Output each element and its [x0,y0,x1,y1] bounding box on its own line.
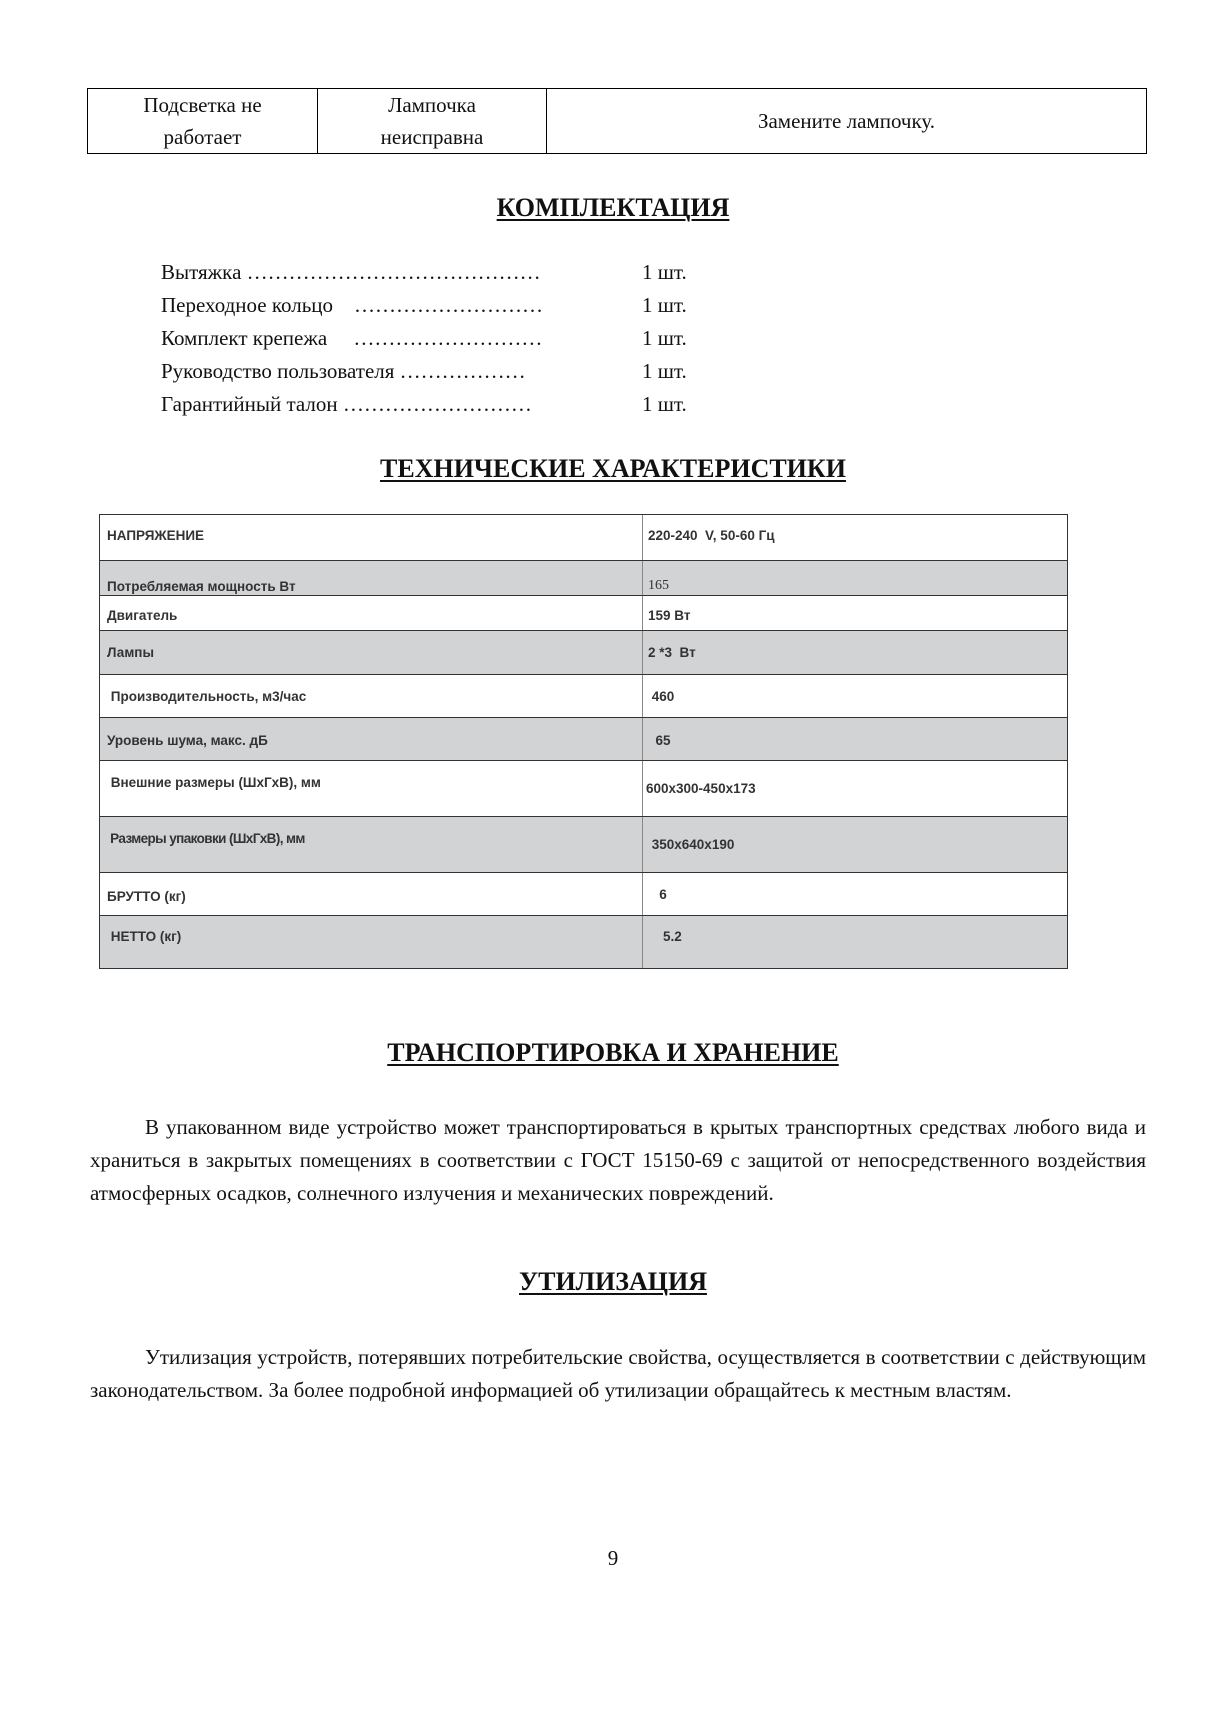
contents-heading [0,193,1226,223]
spec-value-cell [643,561,1067,595]
spec-value: 159 Вт [648,607,691,623]
list-item [161,388,721,421]
table-row [100,595,1067,630]
spec-value: 460 [648,688,675,704]
specs-heading [0,454,1226,484]
item-qty: 1 шт. [642,260,687,284]
spec-label-cell [100,718,643,760]
spec-value-cell [643,916,1067,968]
spec-value: 165 [648,578,669,593]
spec-label: Производительность, м3/час [107,688,307,704]
cause-cell [318,89,547,153]
table-row [100,674,1067,717]
spec-label-cell [100,561,643,595]
spec-label: БРУТТО (кг) [107,888,186,904]
transport-heading [0,1038,1226,1068]
spec-label: Уровень шума, макс. дБ [107,733,268,748]
spec-value-cell [643,631,1067,674]
list-item [161,289,721,322]
spec-label-cell [100,515,643,560]
troubleshooting-table [87,88,1147,154]
spec-value-cell [643,515,1067,560]
spec-label-cell [100,675,643,717]
table-row [100,816,1067,872]
spec-label: Лампы [107,645,154,660]
spec-value-cell [643,817,1067,872]
spec-label-cell [100,631,643,674]
spec-value-cell [643,761,1067,816]
item-qty: 1 шт. [642,293,687,317]
spec-value: 220-240 V, 50-60 Гц [648,528,775,543]
item-qty: 1 шт. [642,392,687,416]
spec-value-cell [643,718,1067,760]
spec-value: 6 [648,886,667,902]
page-number: 9 [607,1546,619,1570]
transport-heading-text: ТРАНСПОРТИРОВКА И ХРАНЕНИЕ [387,1038,839,1067]
spec-value: 5.2 [648,929,682,944]
specs-table [99,514,1068,969]
list-item [161,355,721,388]
problem-cell [88,89,318,153]
spec-label-cell [100,596,643,630]
spec-label-cell [100,761,643,816]
spec-value-cell [643,596,1067,630]
table-row [100,515,1067,560]
spec-value-cell [643,675,1067,717]
spec-label-cell [100,873,643,915]
table-row [100,760,1067,816]
table-row [100,915,1067,968]
spec-value: 350x640x190 [648,837,735,852]
spec-label: НЕТТО (кг) [107,929,182,944]
contents-heading-text: КОМПЛЕКТАЦИЯ [496,193,730,222]
disposal-heading [0,1267,1226,1297]
contents-list [161,256,721,421]
solution-cell [547,89,1146,153]
item-name: Вытяжка …………………………………… [161,260,541,284]
table-row [100,717,1067,760]
spec-label: НАПРЯЖЕНИЕ [107,528,205,543]
spec-value: 2 *3 Вт [648,645,696,660]
list-item [161,322,721,355]
transport-paragraph: В упакованном виде устройство может транспортироваться в крытых транспортных средствах любого вида и храниться в закрытых помещениях в соответствии с ГОСТ 15150-69 с защитой от непосредственного воздействия атмосферных осадков, солнечного излучения и механических повреждений. [90,1115,1146,1205]
item-name: Гарантийный талон ……………………… [161,392,532,416]
cause-text: Лампочка неисправна [380,93,484,149]
table-row [100,630,1067,674]
disposal-heading-text: УТИЛИЗАЦИЯ [519,1267,707,1296]
specs-heading-text: ТЕХНИЧЕСКИЕ ХАРАКТЕРИСТИКИ [380,454,846,483]
spec-label: Двигатель [107,607,178,623]
spec-value: 600x300-450x173 [646,781,756,796]
table-row [100,560,1067,595]
item-name: Руководство пользователя ……………… [161,359,526,383]
spec-label-cell [100,916,643,968]
spec-label-cell [100,817,643,872]
disposal-paragraph: Утилизация устройств, потерявших потребительские свойства, осуществляется в соответствии с действующим законодательством. За более подробной информацией об утилизации обращайтесь к местным властям. [90,1345,1146,1402]
item-name: Комплект крепежа ……………………… [161,326,543,350]
solution-text: Замените лампочку. [757,109,936,133]
table-row [100,872,1067,915]
spec-label: Потребляемая мощность Вт [107,579,296,594]
problem-text: Подсветка не работает [143,93,262,149]
item-qty: 1 шт. [642,359,687,383]
item-name: Переходное кольцо ……………………… [161,293,544,317]
spec-value: 65 [648,733,671,748]
spec-label: Внешние размеры (ШхГхВ), мм [107,775,321,790]
spec-label: Размеры упаковки (ШхГхВ), мм [107,831,305,846]
item-qty: 1 шт. [642,326,687,350]
spec-value-cell [643,873,1067,915]
list-item [161,256,721,289]
